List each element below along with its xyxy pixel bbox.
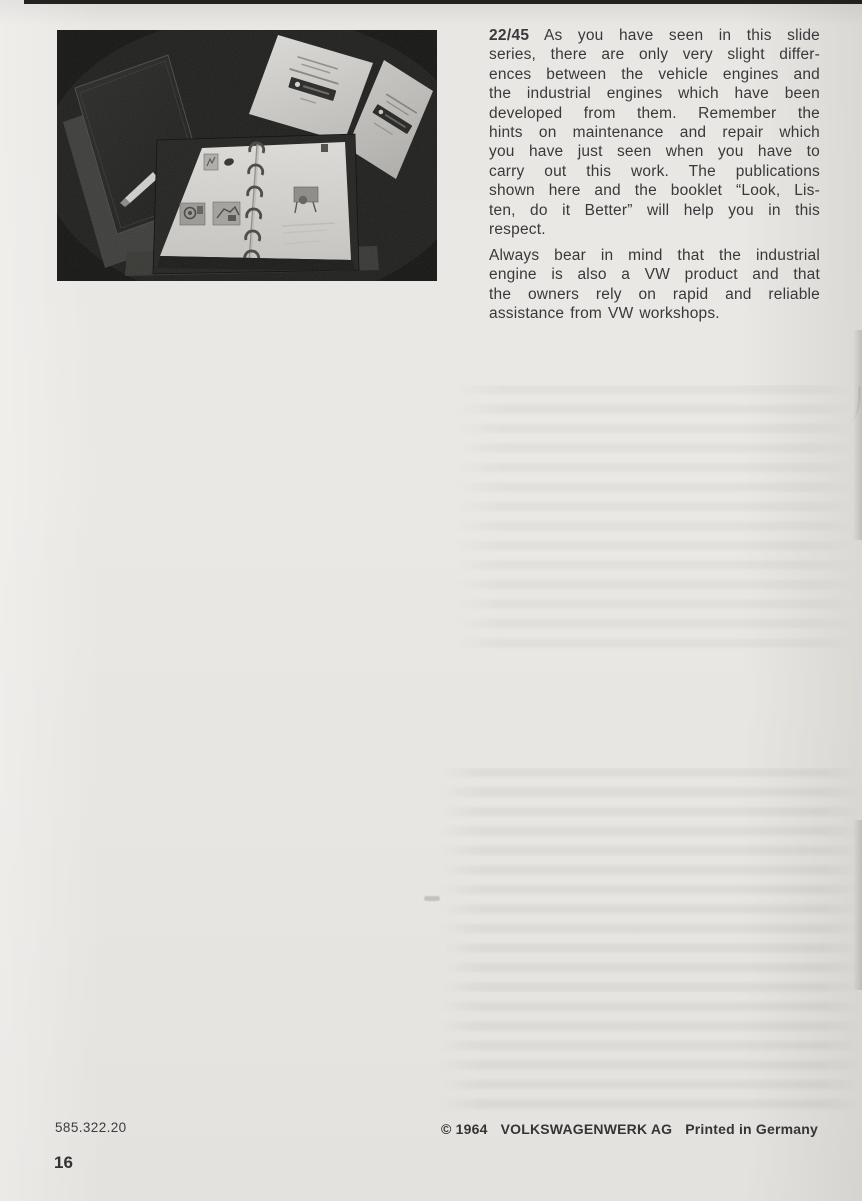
text-line: engine is also a VW product and that xyxy=(489,266,820,284)
photo-grain xyxy=(57,30,437,281)
text-line: respect. xyxy=(489,220,546,238)
text-line: Always bear in mind that the industrial xyxy=(489,246,820,264)
text-line: ences between the vehicle engines and xyxy=(489,65,820,83)
scan-edge-artifact xyxy=(24,0,862,4)
text-line: ten, do it Better” will help you in this xyxy=(489,201,820,219)
text-line: hints on maintenance and repair which xyxy=(489,123,820,141)
bleedthrough-ghost-text xyxy=(440,768,858,1116)
text-line: shown here and the booklet “Look, Lis- xyxy=(489,182,820,200)
text-line: the industrial engines which have been xyxy=(489,85,820,103)
paragraph-2 xyxy=(489,246,820,324)
document-code: 585.322.20 xyxy=(55,1120,127,1135)
company-name: VOLKSWAGENWERK AG xyxy=(500,1121,673,1137)
scan-edge-shading xyxy=(853,820,862,990)
text-line: developed from them. Remember the xyxy=(489,104,820,122)
page-number: 16 xyxy=(54,1153,73,1172)
publications-photo-art xyxy=(57,30,437,281)
printed-in: Printed in Germany xyxy=(685,1121,818,1137)
publications-photo xyxy=(57,30,437,281)
colophon xyxy=(441,1121,818,1137)
line-text: As you have seen in this slide xyxy=(543,27,821,44)
text-line: carry out this work. The publications xyxy=(489,162,820,180)
text-line: assistance from VW workshops. xyxy=(489,304,720,322)
text-line: you have just seen when you have to xyxy=(489,143,820,161)
paragraph-1 xyxy=(489,26,820,239)
text-line xyxy=(489,26,820,45)
scan-smudge-artifact xyxy=(424,896,440,901)
slide-number: 22/45 xyxy=(489,27,530,44)
text-line: series, there are only very slight differ- xyxy=(489,46,820,64)
bleedthrough-ghost-text xyxy=(455,385,855,655)
paragraph-1-lines xyxy=(489,45,820,239)
scan-edge-shading xyxy=(853,330,862,540)
text-line: the owners rely on rapid and reliable xyxy=(489,285,820,303)
copyright-text: © 1964 xyxy=(441,1121,488,1137)
article-text xyxy=(489,26,820,323)
